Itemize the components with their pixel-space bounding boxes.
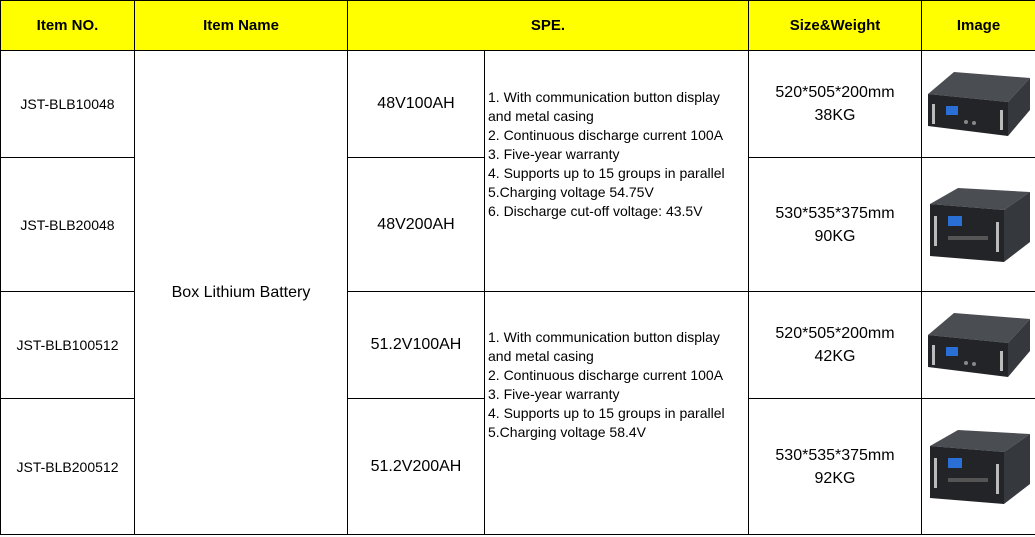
size-weight-cell xyxy=(749,399,922,535)
weight-text: 90KG xyxy=(814,227,856,245)
weight-text: 38KG xyxy=(814,107,856,124)
spec-line: 5.Charging voltage 58.4V xyxy=(488,424,646,440)
voltage-cell: 51.2V100AH xyxy=(348,292,485,399)
image-cell xyxy=(922,158,1035,292)
weight-text: 42KG xyxy=(814,348,856,365)
spec-cell xyxy=(485,292,749,535)
item-no-cell: JST-BLB200512 xyxy=(1,399,135,535)
item-name-cell: Box Lithium Battery xyxy=(135,51,348,535)
voltage-cell: 51.2V200AH xyxy=(348,399,485,535)
spec-line: and metal casing xyxy=(488,107,594,124)
spec-line: 5.Charging voltage 54.75V xyxy=(488,183,654,200)
battery-image xyxy=(924,182,1034,268)
voltage-cell: 48V100AH xyxy=(348,51,485,158)
spec-line: 2. Continuous discharge current 100A xyxy=(488,367,724,383)
spec-line: 3. Five-year warranty xyxy=(488,386,620,402)
header-spe: SPE. xyxy=(348,1,749,51)
image-cell xyxy=(922,51,1035,158)
spec-line: 1. With communication button display xyxy=(488,329,720,345)
item-no-cell: JST-BLB20048 xyxy=(1,158,135,292)
header-row xyxy=(1,1,1035,51)
weight-text: 92KG xyxy=(814,469,856,487)
spec-line: 1. With communication button display xyxy=(488,88,720,105)
battery-image xyxy=(924,305,1034,385)
table-row xyxy=(1,51,1035,158)
item-no-cell: JST-BLB100512 xyxy=(1,292,135,399)
item-no-cell: JST-BLB10048 xyxy=(1,51,135,158)
spec-line: 6. Discharge cut-off voltage: 43.5V xyxy=(488,202,703,219)
image-cell xyxy=(922,292,1035,399)
spec-line: and metal casing xyxy=(488,348,594,364)
spec-line: 4. Supports up to 15 groups in parallel xyxy=(488,164,725,181)
size-text: 520*505*200mm xyxy=(775,325,895,342)
spec-line: 3. Five-year warranty xyxy=(488,145,620,162)
spec-cell xyxy=(485,51,749,292)
size-weight-cell xyxy=(749,158,922,292)
header-image: Image xyxy=(922,1,1035,51)
spec-line: 2. Continuous discharge current 100A xyxy=(488,126,724,143)
battery-image xyxy=(924,64,1034,144)
spec-line: 4. Supports up to 15 groups in parallel xyxy=(488,405,725,421)
size-text: 530*535*375mm xyxy=(775,204,895,222)
size-weight-cell xyxy=(749,51,922,158)
voltage-cell: 48V200AH xyxy=(348,158,485,292)
size-text: 520*505*200mm xyxy=(775,84,895,101)
header-item-name: Item Name xyxy=(135,1,348,51)
header-size-weight: Size&Weight xyxy=(749,1,922,51)
size-text: 530*535*375mm xyxy=(775,446,895,464)
size-weight-cell xyxy=(749,292,922,399)
image-cell xyxy=(922,399,1035,535)
battery-image xyxy=(924,424,1034,510)
header-item-no: Item NO. xyxy=(1,1,135,51)
